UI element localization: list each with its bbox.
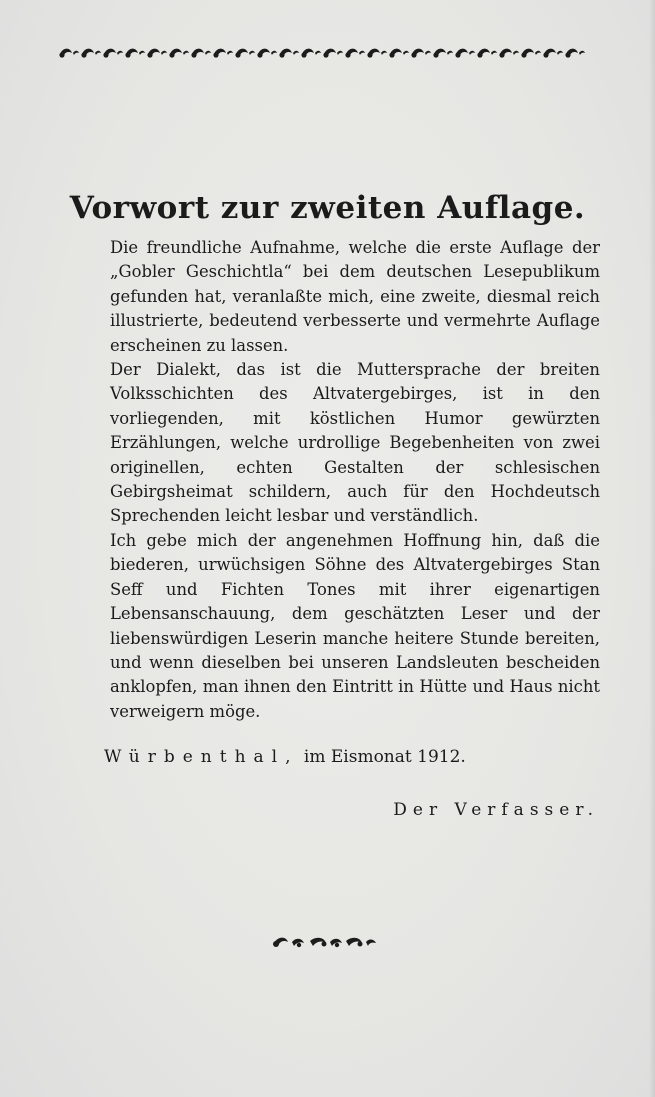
place-name: Würbenthal, [104,747,299,767]
date-text: im Eismonat 1912. [303,747,466,767]
page-edge-shadow [649,0,655,1097]
top-ornament-border-icon [58,44,594,62]
author-signature: Der Verfasser. [393,800,599,820]
paragraph-3: Ich gebe mich der angenehmen Hoffnung hin, daß die biederen, urwüchsigen Söhne des Altvatergebirges Stan Seff und Fichten Tones mit ihrer eigenartigen Lebensanschauung, dem geschätzten Leser und der liebenswürdigen Leserin manche heitere Stunde bereiten, und wenn dieselben bei unseren Landsleuten bescheiden anklopfen, man ihnen den Eintritt in Hütte und Haus nicht verweigern möge. [110,530,600,721]
bottom-vignette-icon [270,934,378,950]
place-and-date [104,745,564,769]
paragraph-2: Der Dialekt, das ist die Muttersprache der breiten Volksschichten des Altvatergebirges, ist in den vorliegenden, mit köstlichen Humor gewürzten Erzählungen, welche urdrollige Begebenheiten von zwei originellen, echten Gestalten der schlesischen Gebirgsheimat schildern, auch für den Hochdeutsch Sprechenden leicht lesbar und verständlich. [110,360,600,526]
preface-body [110,236,600,724]
paragraph-1: Die freundliche Aufnahme, welche die erste Auflage der „Gobler Geschichtla“ bei dem deutschen Lesepublikum gefunden hat, veranlaßte mich, eine zweite, diesmal reich illustrierte, bedeutend verbesserte und vermehrte Auflage erscheinen zu lassen. [110,238,600,355]
page-title: Vorwort zur zweiten Auflage. [69,190,586,226]
